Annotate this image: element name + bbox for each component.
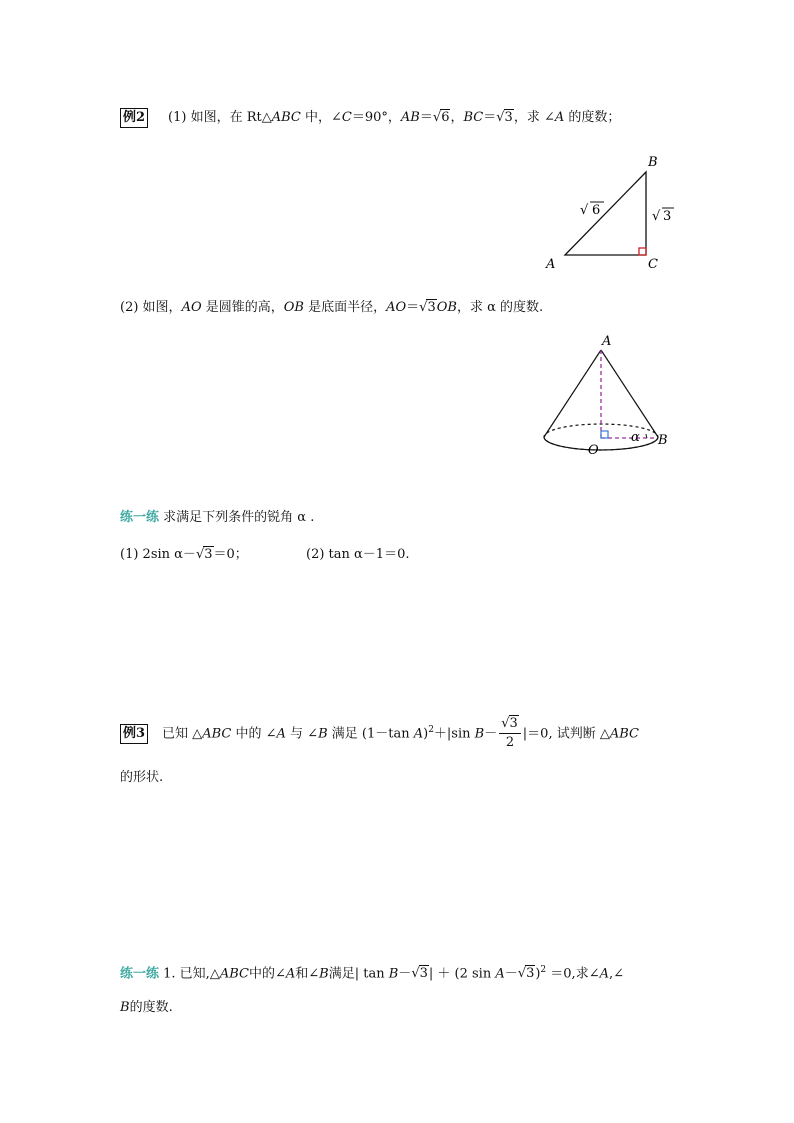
cone-figure: [530, 330, 680, 460]
text: 的形状.: [120, 770, 164, 785]
text: B: [388, 966, 399, 982]
text: A: [554, 110, 565, 125]
text: C: [341, 110, 352, 125]
practice1-prompt: [120, 508, 314, 528]
sqrt-3: √3: [411, 966, 428, 982]
text: AO: [181, 300, 202, 315]
sqrt-3: √3: [517, 966, 535, 982]
sqrt-6: √6: [432, 110, 450, 125]
text: AB: [400, 110, 420, 125]
text: ，求 ∠: [513, 110, 555, 125]
text: －: [504, 966, 518, 982]
text: ＝0；: [213, 547, 248, 562]
text: ): [535, 966, 541, 982]
text: 满足 (1－tan: [327, 726, 414, 742]
text: (2) tan α－1＝0.: [306, 547, 410, 562]
text: 是底面半径，: [303, 300, 387, 315]
triangle-shape: [565, 172, 646, 255]
cone-side-left: [544, 350, 601, 437]
example3-line2: [120, 768, 163, 788]
text: 和∠: [295, 966, 320, 982]
text: ，求 α 的度数.: [456, 300, 544, 315]
text: (1) 2sin α－: [120, 547, 196, 562]
right-triangle-figure: [540, 150, 680, 275]
cone-vertex-o-label: O: [588, 443, 599, 458]
text: A: [285, 966, 296, 982]
text: ＝: [483, 110, 497, 125]
text: (2) 如图，: [120, 300, 182, 315]
cone-base-front: [544, 437, 658, 450]
example2-line2: [120, 298, 543, 318]
practice1-eq2: [306, 545, 409, 565]
text: ＝: [406, 300, 420, 315]
leg-length-label: 3: [663, 209, 672, 224]
text: ABC: [271, 110, 301, 125]
practice2-label: 练一练: [120, 966, 160, 982]
text: ＝0,求∠: [546, 966, 600, 982]
exponent: 2: [540, 965, 547, 975]
hyp-length-label: 6: [592, 203, 601, 218]
text: AO: [386, 300, 407, 315]
text: ＝90°，: [351, 110, 401, 125]
fraction-sqrt3-over-2: $\frac{√3}{2}$: [499, 715, 521, 752]
text: BC: [463, 110, 484, 125]
text: A: [413, 726, 424, 742]
sqrt-3: √3: [195, 547, 213, 562]
text: B: [474, 726, 485, 742]
text: |＝0, 试判断 △: [522, 726, 610, 742]
text: | ＋ (2 sin: [428, 966, 496, 982]
right-angle-mark: [639, 248, 646, 255]
text: －: [398, 966, 412, 982]
text: ＝: [419, 110, 433, 125]
text: －: [484, 726, 498, 742]
hyp-sqrt-sign: √: [580, 203, 589, 218]
practice2-line1: [120, 960, 624, 984]
text: A: [495, 966, 505, 982]
example2-label: 例2: [120, 108, 148, 128]
text: ，: [450, 110, 464, 125]
text: 的度数；: [564, 110, 621, 125]
text: (1) 如图，在 Rt△: [168, 110, 272, 125]
text: OB: [283, 300, 304, 315]
cone-vertex-a-label: A: [602, 334, 612, 349]
text: 满足| tan: [328, 966, 389, 982]
text: ): [423, 726, 429, 742]
vertex-b-label: B: [648, 155, 658, 170]
example2-line1: [120, 108, 620, 128]
angle-alpha-label: α: [631, 430, 640, 445]
text: OB: [436, 300, 457, 315]
text: B: [120, 1000, 130, 1015]
cone-vertex-b-label: B: [658, 433, 668, 448]
text: 1. 已知,△: [159, 966, 220, 982]
text: 中的∠: [248, 966, 286, 982]
practice1-eq1: [120, 545, 248, 565]
example3-label: 例3: [120, 724, 148, 744]
text: ABC: [609, 726, 639, 742]
text: ABC: [219, 966, 249, 982]
text: B: [318, 726, 328, 742]
cone-right-angle-mark: [601, 431, 608, 438]
practice2-line2: [120, 998, 173, 1018]
text: 中，∠: [300, 110, 342, 125]
vertex-c-label: C: [648, 257, 658, 272]
text: 已知 △: [162, 726, 203, 742]
vertex-a-label: A: [546, 257, 556, 272]
text: A: [276, 726, 286, 742]
text: ABC: [202, 726, 232, 742]
text: A: [599, 966, 609, 982]
practice1-label: 练一练: [120, 510, 160, 525]
text: 的度数.: [129, 1000, 173, 1015]
cone-side-right: [601, 350, 658, 437]
text: 是圆锥的高，: [201, 300, 284, 315]
text: 求满足下列条件的锐角 α .: [159, 510, 315, 525]
sqrt-3: √3: [419, 300, 436, 315]
exponent: 2: [428, 725, 434, 735]
text: ＋|sin: [433, 726, 475, 742]
text: 与 ∠: [285, 726, 319, 742]
text: B: [319, 966, 329, 982]
text: 中的 ∠: [231, 726, 277, 742]
text: ,∠: [608, 966, 625, 982]
leg-sqrt-sign: √: [652, 209, 661, 224]
sqrt-3: √3: [496, 110, 513, 125]
example3-line1: [120, 708, 639, 756]
